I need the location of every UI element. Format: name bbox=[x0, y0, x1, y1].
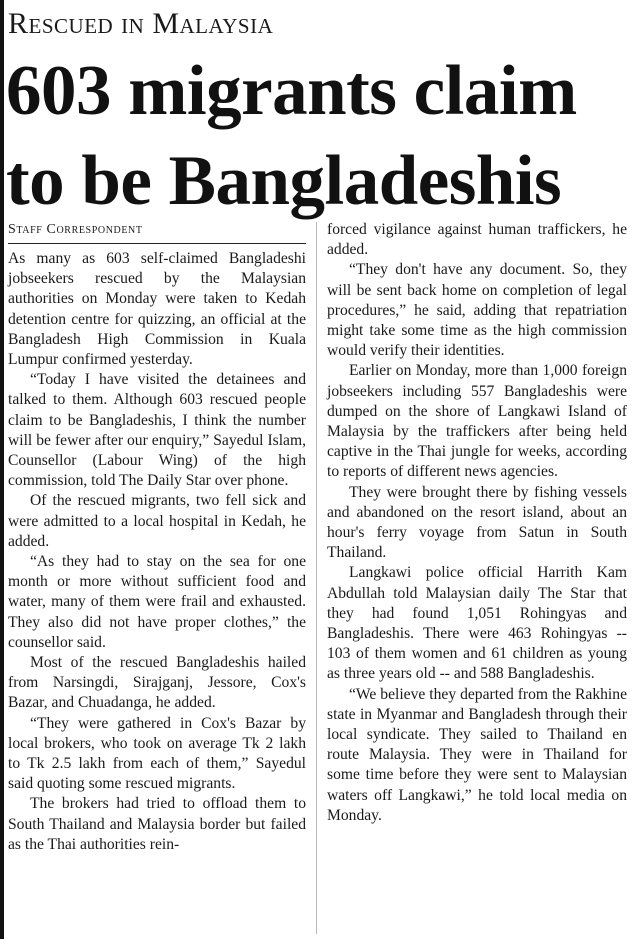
paragraph: The brokers had tried to offload them to South Thailand and Malaysia border but failed as the Thai authorities rein- bbox=[8, 795, 306, 853]
paragraph: As many as 603 self-claimed Bangladeshi jobseekers rescued by the Malaysian authorities on Monday were taken to Kedah detention centre for quizzing, an official at the Bangladesh High Commission in Kuala Lumpur confirmed yesterday. bbox=[8, 250, 306, 369]
paragraph-continued: forced vigilance against human traffickers, he added. bbox=[327, 221, 627, 259]
paragraph: “We believe they departed from the Rakhine state in Myanmar and Bangladesh through their local syndicate. They sailed to Thailand en route Malaysia. They were in Thailand for some time before they were sent to Malaysian waters off Langkawi,” he told local media on Monday. bbox=[327, 685, 627, 824]
paragraph: “They don't have any document. So, they will be sent back home on completion of legal procedures,” he said, adding that repatriation might take some time as the high commission would verify their identities. bbox=[327, 261, 627, 360]
column-divider bbox=[316, 222, 317, 934]
headline-line-2: to be Bangladeshis bbox=[6, 142, 562, 220]
article-column-left bbox=[8, 220, 306, 855]
paragraph: Of the rescued migrants, two fell sick and were admitted to a local hospital in Kedah, he added. bbox=[8, 492, 306, 550]
page-edge-rule bbox=[0, 0, 4, 939]
article-column-right bbox=[327, 220, 627, 826]
paragraph: Langkawi police official Harrith Kam Abdullah told Malaysian daily The Star that they had found 1,051 Rohingyas and Bangladeshis. There were 463 Rohingyas -- 103 of them women and 61 children as young as three years old -- and 588 Bangladeshis. bbox=[327, 564, 627, 683]
article-kicker: Rescued in Malaysia bbox=[8, 7, 274, 40]
article-headline bbox=[6, 46, 634, 226]
paragraph: “They were gathered in Cox's Bazar by local brokers, who took on average Tk 2 lakh to Tk 2.5 lakh from each of them,” Sayedul said quoting some rescued migrants. bbox=[8, 714, 306, 793]
byline: Staff Correspondent bbox=[8, 220, 306, 244]
paragraph: Earlier on Monday, more than 1,000 foreign jobseekers including 557 Bangladeshis were dumped on the shore of Langkawi Island of Malaysia by the traffickers after being held captive in the Thai jungle for weeks, according to reports of different news agencies. bbox=[327, 362, 627, 481]
paragraph: Most of the rescued Bangladeshis hailed from Narsingdi, Sirajganj, Jessore, Cox's Bazar, and Chuadanga, he added. bbox=[8, 654, 306, 712]
paragraph: They were brought there by fishing vessels and abandoned on the resort island, about an hour's ferry voyage from Satun in South Thailand. bbox=[327, 483, 627, 562]
paragraph: “As they had to stay on the sea for one month or more without sufficient food and water, many of them were frail and exhausted. They also did not have proper clothes,” the counsellor said. bbox=[8, 553, 306, 651]
paragraph: “Today I have visited the detainees and talked to them. Although 603 rescued people claim to be Bangladeshis, I think the number will be fewer after our enquiry,” Sayedul Islam, Counsellor (Labour Wing) of the high commission, told The Daily Star over phone. bbox=[8, 371, 306, 490]
headline-line-1: 603 migrants claim bbox=[6, 52, 577, 130]
